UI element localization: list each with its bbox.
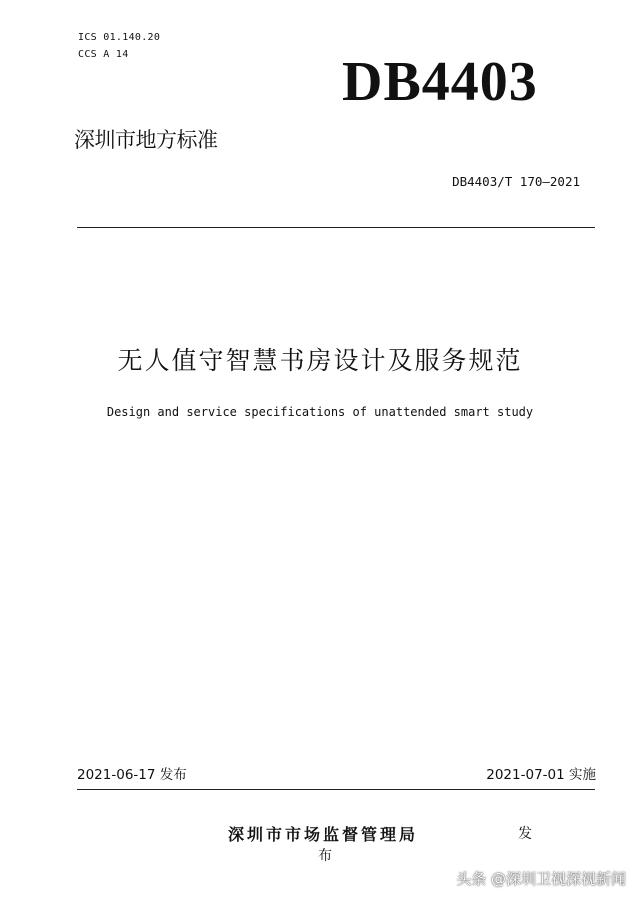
document-title-chinese: 无人值守智慧书房设计及服务规范 [117, 346, 523, 375]
issuer-suffix-fa: 发 [518, 826, 532, 842]
issuing-authority: 深圳市市场监督管理局 [228, 825, 419, 844]
source-watermark: 头条 @深圳卫视深视新闻 [456, 870, 626, 888]
bottom-divider [77, 789, 595, 790]
standard-code: DB4403 [342, 51, 538, 113]
ccs-code: CCS A 14 [78, 49, 129, 60]
issue-date: 2021-06-17 发布 [77, 767, 187, 783]
top-divider [77, 227, 595, 228]
standard-type: 深圳市地方标准 [74, 128, 218, 152]
implementation-date: 2021-07-01 实施 [486, 767, 596, 783]
issuer-suffix-bu: 布 [318, 848, 332, 864]
document-title-english: Design and service specifications of unattended smart study [106, 405, 534, 419]
ics-code: ICS 01.140.20 [78, 32, 161, 43]
standard-number: DB4403/T 170—2021 [452, 174, 580, 189]
